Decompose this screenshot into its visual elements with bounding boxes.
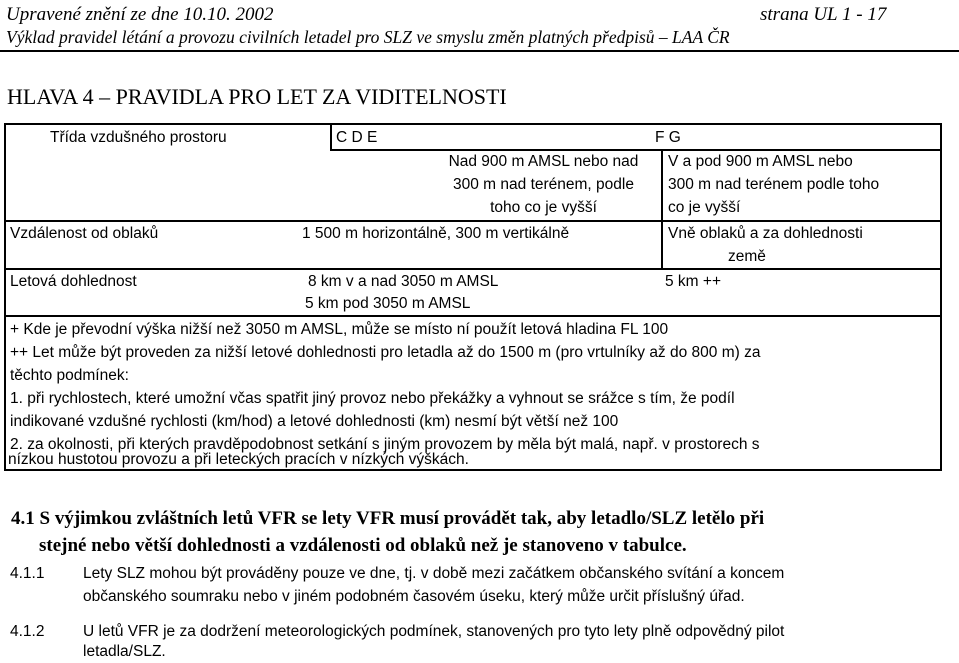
vfr-table xyxy=(4,123,942,471)
row-cloud-value: 1 500 m horizontálně, 300 m vertikálně xyxy=(302,225,570,242)
para-412-line1: U letů VFR je za dodržení meteorologických podmínek, stanovených pro tyto lety plně odpovědný pilot xyxy=(83,623,785,640)
section-41-line1: 4.1 S výjimkou zvláštních letů VFR se lety VFR musí provádět tak, aby letadlo/SLZ letělo při xyxy=(11,508,765,529)
note-1: + Kde je převodní výška nižší než 3050 m AMSL, může se místo ní použít letová hladina FL 100 xyxy=(10,321,669,338)
rule-v-fg-mid xyxy=(661,149,663,220)
fg-below-900 xyxy=(668,150,938,219)
rule-v-cde xyxy=(330,125,332,149)
fg-below-line3: co je vyšší xyxy=(668,199,741,216)
row-cloud-label: Vzdálenost od oblaků xyxy=(10,225,159,242)
row-cloud-fg xyxy=(668,222,863,268)
rule-row1 xyxy=(6,220,942,222)
rule-row3 xyxy=(6,315,942,317)
note-4: 1. při rychlostech, které umožní včas spatřit jiný provoz nebo překážky a vyhnout se srážce s tím, že podíl xyxy=(10,390,735,407)
row-vis-value1: 8 km v a nad 3050 m AMSL xyxy=(308,273,499,290)
row-vis-fg: 5 km ++ xyxy=(665,273,721,290)
note-5: indikované vzdušné rychlosti (km/hod) a letové dohlednosti (km) nesmí být větší než 100 xyxy=(10,413,619,430)
rule-fg-split xyxy=(330,149,942,151)
row-cloud-fg-line1: Vně oblaků a za dohlednosti xyxy=(668,225,863,242)
para-411-line1: Lety SLZ mohou být prováděny pouze ve dne, tj. v době mezi začátkem občanského svítání a koncem xyxy=(83,565,785,582)
row-cloud-fg-line2: země xyxy=(728,248,766,265)
note-7: nízkou hustotou provozu a při leteckých pracích v nízkých výškách. xyxy=(8,451,469,468)
chapter-title: HLAVA 4 – PRAVIDLA PRO LET ZA VIDITELNOSTI xyxy=(7,84,507,109)
header-class-cde: C D E xyxy=(336,129,378,146)
header-date: Upravené znění ze dne 10.10. 2002 xyxy=(6,4,274,25)
row-vis-value2: 5 km pod 3050 m AMSL xyxy=(305,295,471,312)
fg-below-line2: 300 m nad terénem podle toho xyxy=(668,176,880,193)
header-class-fg: F G xyxy=(655,129,681,146)
fg-above-line3: toho co je vyšší xyxy=(490,199,597,216)
para-412-line2: letadla/SLZ. xyxy=(83,643,166,660)
rule-row2 xyxy=(6,268,942,270)
note-6: 2. za okolnosti, při kterých pravděpodobnost setkání s jiným provozem by měla být malá, např. v prostorech s xyxy=(10,436,760,453)
rule-v-fg-mid-cloud xyxy=(661,220,663,268)
header-subtitle: Výklad pravidel létání a provozu civilních letadel pro SLZ ve smyslu změn platných předpisů – LAA ČR xyxy=(6,27,730,47)
row-vis-label: Letová dohlednost xyxy=(10,273,137,290)
fg-above-900 xyxy=(426,150,661,219)
fg-above-line1: Nad 900 m AMSL nebo nad xyxy=(448,153,639,170)
header-airspace-class: Třída vzdušného prostoru xyxy=(50,129,227,146)
header-rule xyxy=(0,50,959,52)
fg-below-line1: V a pod 900 m AMSL nebo xyxy=(668,153,853,170)
fg-above-line2: 300 m nad terénem, podle xyxy=(453,176,634,193)
page-number: strana UL 1 - 17 xyxy=(760,4,887,25)
para-411-line2: občanského soumraku nebo v jiném podobném časovém úseku, který může určit příslušný úřad. xyxy=(83,588,745,605)
para-411-number: 4.1.1 xyxy=(10,565,45,582)
section-41-line2: stejné nebo větší dohlednosti a vzdálenosti od oblaků než je stanoveno v tabulce. xyxy=(39,535,687,556)
note-3: těchto podmínek: xyxy=(10,367,129,384)
note-2: ++ Let může být proveden za nižší letové dohlednosti pro letadla až do 1500 m (pro vrtulníky až do 800 m) za xyxy=(10,344,761,361)
para-412-number: 4.1.2 xyxy=(10,623,45,640)
